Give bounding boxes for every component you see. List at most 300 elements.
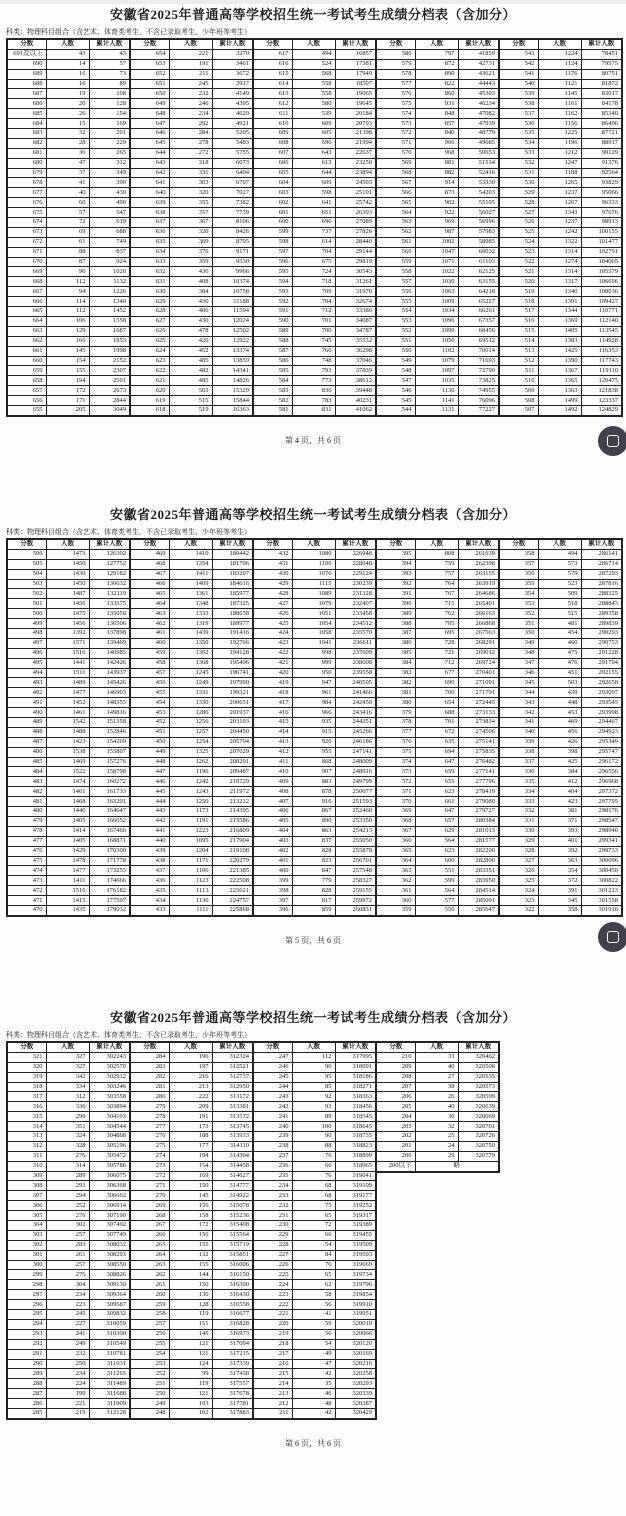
cell: 476: [538, 658, 581, 668]
cell: 611: [253, 109, 292, 119]
cell: 346: [499, 668, 538, 678]
cell: 48779: [458, 129, 499, 139]
cell: 256: [130, 1329, 169, 1339]
cell: 571: [376, 138, 415, 148]
cell: 149816: [89, 708, 130, 718]
cell: 1212: [538, 148, 581, 158]
cell: 415: [253, 718, 292, 728]
cell: 1998: [89, 346, 130, 356]
cell: 320169: [335, 1349, 376, 1359]
col-header: 人数: [292, 539, 335, 549]
cell: 285091: [458, 896, 499, 906]
cell: 21994: [335, 138, 376, 148]
cell: 311688: [89, 1389, 130, 1399]
cell: 501: [7, 599, 46, 609]
cell: 225868: [212, 905, 253, 915]
cell: 255050: [335, 836, 376, 846]
cell: 76: [292, 1260, 335, 1270]
cell: 313745: [212, 1122, 253, 1132]
app-logo-icon: [607, 435, 619, 447]
cell: 281: [130, 1082, 169, 1092]
cell: 216: [253, 1359, 292, 1369]
cell: 316558: [212, 1300, 253, 1310]
cell: 307190: [89, 1211, 130, 1221]
page-subtitle: 科类：物理科目组合（含艺术、体育类考生，不含已录取考生、少年班等考生）: [6, 1031, 251, 1039]
cell: 417: [253, 698, 292, 708]
cell: 533: [499, 148, 538, 158]
cell: 28: [46, 138, 89, 148]
cell: 691及以上: [7, 49, 46, 59]
floating-app-badge[interactable]: [598, 922, 626, 952]
cell: 303246: [89, 1082, 130, 1092]
cell: 252: [130, 1369, 169, 1379]
cell: 677: [415, 668, 458, 678]
cell: 539: [499, 89, 538, 99]
floating-app-badge[interactable]: [598, 426, 626, 456]
cell: 259155: [335, 886, 376, 896]
cell: 525: [499, 227, 538, 237]
cell: 225: [253, 1270, 292, 1280]
cell: 85: [292, 1082, 335, 1092]
cell: 1247: [538, 158, 581, 168]
cell: 319317: [335, 1211, 376, 1221]
cell: 1461: [46, 787, 89, 797]
cell: 402: [253, 846, 292, 856]
cell: 213: [169, 1082, 212, 1092]
cell: 867: [292, 807, 335, 817]
cell: 2152: [89, 356, 130, 366]
cell: 404: [538, 787, 581, 797]
cell: 168871: [89, 836, 130, 846]
cell: 56996: [458, 218, 499, 228]
cell: 479: [7, 816, 46, 826]
cell: 217904: [212, 836, 253, 846]
cell: 72: [46, 218, 89, 228]
cell: 250677: [335, 787, 376, 797]
cell: 690: [7, 59, 46, 69]
cell: 542: [499, 59, 538, 69]
cell: 748: [292, 356, 335, 366]
cell: 404: [253, 826, 292, 836]
cell: 54: [292, 1240, 335, 1250]
cell: 1145: [538, 89, 581, 99]
cell: 349: [89, 168, 130, 178]
cell: 292155: [581, 668, 622, 678]
cell: 238: [253, 1141, 292, 1151]
cell: 27826: [335, 227, 376, 237]
col-header: 分数: [376, 1042, 415, 1052]
cell: 167466: [89, 826, 130, 836]
cell: 73: [89, 69, 130, 79]
cell: 241: [253, 1112, 292, 1122]
cell: 307492: [89, 1221, 130, 1231]
cell: 83017: [581, 89, 622, 99]
cell: 817: [292, 896, 335, 906]
cell: 586: [253, 356, 292, 366]
cell: 620: [130, 386, 169, 396]
cell: 318: [169, 158, 212, 168]
cell: 227: [46, 1319, 89, 1329]
cell: 439: [538, 688, 581, 698]
cell: 484: [7, 767, 46, 777]
cell: 264: [130, 1250, 169, 1260]
cell: 435: [130, 886, 169, 896]
cell: 16857: [335, 49, 376, 59]
cell: 319854: [335, 1290, 376, 1300]
cell: 678: [7, 178, 46, 188]
cell: 273133: [458, 708, 499, 718]
cell: 42: [292, 1408, 335, 1418]
cell: 334: [46, 1082, 89, 1092]
page-title: 安徽省2025年普通高等学校招生统一考试考生成绩分档表（含加分）: [109, 7, 516, 22]
col-header: 人数: [169, 1042, 212, 1052]
cell: 254: [130, 1349, 169, 1359]
cell: 105379: [581, 267, 622, 277]
cell: 451: [538, 668, 581, 678]
cell: 267563: [458, 629, 499, 639]
cell: 191416: [212, 629, 253, 639]
cell: 229124: [335, 569, 376, 579]
cell: 662: [7, 336, 46, 346]
cell: 87: [46, 257, 89, 267]
cell: 1361: [169, 589, 212, 599]
cell: 647: [415, 807, 458, 817]
cell: 705: [415, 619, 458, 629]
cell: 306075: [89, 1171, 130, 1181]
cell: 277796: [458, 777, 499, 787]
cell: 319177: [335, 1191, 376, 1201]
cell: 320701: [458, 1122, 499, 1132]
cell: 397: [253, 896, 292, 906]
cell: 521: [499, 267, 538, 277]
cell: 483: [7, 777, 46, 787]
cell: 534: [499, 138, 538, 148]
cell: 380: [376, 698, 415, 708]
cell: 324: [46, 1132, 89, 1142]
cell: 223621: [212, 886, 253, 896]
col-header: 累计人数: [335, 1042, 376, 1052]
cell: 155807: [89, 747, 130, 757]
cell: 136506: [89, 619, 130, 629]
cell: 1188: [538, 168, 581, 178]
cell: 454: [130, 698, 169, 708]
cell: 494: [292, 49, 335, 59]
cell: 559: [376, 257, 415, 267]
cell: 1249: [169, 678, 212, 688]
cell: 97676: [581, 208, 622, 218]
cell: 319: [7, 1072, 46, 1082]
cell: 2501: [89, 376, 130, 386]
cell: 1333: [169, 609, 212, 619]
cell: 488: [7, 727, 46, 737]
cell: 359: [169, 257, 212, 267]
cell: 318: [7, 1082, 46, 1092]
cell: 315719: [212, 1240, 253, 1250]
cell: 1262: [169, 757, 212, 767]
cell: 490: [89, 198, 130, 208]
cell: 515: [538, 609, 581, 619]
cell: 146903: [89, 688, 130, 698]
cell: 1492: [538, 405, 581, 415]
cell: 333: [499, 797, 538, 807]
cell: 1314: [538, 267, 581, 277]
cell: 667: [7, 287, 46, 297]
cell: 299733: [581, 846, 622, 856]
cell: 998: [292, 648, 335, 658]
cell: 661: [415, 797, 458, 807]
cell: 425: [538, 757, 581, 767]
cell: 248009: [335, 757, 376, 767]
cell: 593: [253, 287, 292, 297]
cell: 522: [499, 257, 538, 267]
cell: 872: [415, 59, 458, 69]
cell: 224: [46, 1379, 89, 1389]
cell: 906: [415, 138, 458, 148]
cell: 40: [415, 1102, 458, 1112]
cell: 313572: [212, 1112, 253, 1122]
cell: 577: [415, 896, 458, 906]
cell: 381: [538, 807, 581, 817]
cell: 1058: [292, 629, 335, 639]
cell: 228048: [335, 559, 376, 569]
cell: 32674: [335, 297, 376, 307]
cell: 320535: [458, 1072, 499, 1082]
cell: 23894: [335, 168, 376, 178]
cell: 91376: [581, 158, 622, 168]
cell: 359: [376, 905, 415, 915]
cell: 3672: [212, 69, 253, 79]
cell: 319669: [335, 1260, 376, 1270]
cell: 366: [376, 836, 415, 846]
cell: 392: [538, 846, 581, 856]
cell: 1162: [538, 109, 581, 119]
cell: 70614: [458, 346, 499, 356]
col-header: 累计人数: [335, 539, 376, 549]
cell: 33: [415, 1052, 458, 1062]
cell: 258327: [335, 876, 376, 886]
cell: 847: [292, 866, 335, 876]
cell: 11188: [212, 297, 253, 307]
cell: 316300: [212, 1280, 253, 1290]
cell: 640: [130, 188, 169, 198]
cell: 966: [292, 708, 335, 718]
cell: 319796: [335, 1280, 376, 1290]
cell: 29: [415, 1151, 458, 1161]
cell: 303894: [89, 1102, 130, 1112]
cell: 250: [46, 1359, 89, 1369]
cell: 92: [292, 1092, 335, 1102]
score-table: [6, 38, 623, 417]
cell: 245: [46, 1310, 89, 1320]
cell: 1176: [538, 69, 581, 79]
cell: 655: [415, 777, 458, 787]
cell: 318091: [335, 1062, 376, 1072]
cell: 670: [7, 257, 46, 267]
cell: 65227: [458, 297, 499, 307]
cell: 56027: [458, 208, 499, 218]
cell: 209: [169, 1102, 212, 1112]
cell: 283351: [458, 866, 499, 876]
cell: 123337: [581, 396, 622, 406]
cell: 42731: [458, 59, 499, 69]
cell: 1257: [169, 727, 212, 737]
cell: 536: [499, 119, 538, 129]
cell: 3917: [212, 79, 253, 89]
cell: 555: [376, 297, 415, 307]
col-header: 分数: [253, 1042, 292, 1052]
col-header: 累计人数: [212, 539, 253, 549]
cell: 612: [253, 99, 292, 109]
cell: 326: [499, 866, 538, 876]
cell: 277: [130, 1122, 169, 1132]
cell: 836: [292, 386, 335, 396]
cell: 320293: [335, 1379, 376, 1389]
cell: 482: [7, 787, 46, 797]
cell: 399: [253, 876, 292, 886]
cell: 277141: [458, 767, 499, 777]
cell: 857: [415, 119, 458, 129]
cell: 331: [499, 816, 538, 826]
cell: 155: [169, 1260, 212, 1270]
cell: 23250: [335, 158, 376, 168]
cell: 661: [7, 346, 46, 356]
cell: 299: [46, 1112, 89, 1122]
page-footer: 第 4 页，共 6 页: [285, 435, 341, 445]
col-header: 分数: [376, 39, 415, 49]
cell: 390: [89, 178, 130, 188]
cell: 308826: [89, 1270, 130, 1280]
cell: 320726: [458, 1132, 499, 1142]
cell: 155: [169, 1240, 212, 1250]
cell: 1392: [46, 629, 89, 639]
cell: 1452: [89, 307, 130, 317]
cell: 955: [292, 747, 335, 757]
cell: 195496: [212, 658, 253, 668]
cell: 519: [499, 287, 538, 297]
cell: 287816: [581, 579, 622, 589]
cell: 314458: [212, 1161, 253, 1171]
col-header: 分数: [376, 539, 415, 549]
cell: 430: [169, 316, 212, 326]
cell: 718: [292, 277, 335, 287]
cell: 201937: [212, 708, 253, 718]
cell: 638: [130, 208, 169, 218]
cell: 485: [169, 356, 212, 366]
cell: 357: [169, 208, 212, 218]
cell: 1113: [169, 886, 212, 896]
cell: 351: [499, 619, 538, 629]
cell: 712: [292, 307, 335, 317]
cell: 473: [7, 876, 46, 886]
cell: 279080: [458, 797, 499, 807]
cell: 298940: [581, 826, 622, 836]
cell: 764: [415, 579, 458, 589]
cell: 653: [130, 59, 169, 69]
cell: 276: [46, 1211, 89, 1221]
cell: 328: [46, 1141, 89, 1151]
cell: 320010: [335, 1319, 376, 1329]
cell: 8106: [212, 218, 253, 228]
cell: 54203: [458, 188, 499, 198]
col-header: 累计人数: [89, 1042, 130, 1052]
cell: 10758: [212, 287, 253, 297]
cell: 1196: [169, 767, 212, 777]
cell: 112: [292, 1052, 335, 1062]
cell: 659: [7, 366, 46, 376]
cell: 31261: [335, 277, 376, 287]
cell: 196741: [212, 668, 253, 678]
cell: 508: [499, 396, 538, 406]
cell: 1099: [415, 326, 458, 336]
cell: 436: [130, 876, 169, 886]
cell: 429: [253, 579, 292, 589]
cell: 14: [46, 59, 89, 69]
cell: 372: [376, 777, 415, 787]
cell: 25: [415, 1132, 458, 1142]
cell: 230: [253, 1221, 292, 1231]
cell: 629: [415, 826, 458, 836]
cell: 314627: [212, 1171, 253, 1181]
cell: 564: [376, 208, 415, 218]
cell: 222: [169, 1092, 212, 1102]
cell: 314: [7, 1122, 46, 1132]
cell: 598: [253, 237, 292, 247]
cell: 15329: [212, 386, 253, 396]
cell: 301558: [581, 896, 622, 906]
cell: 274: [130, 1151, 169, 1161]
cell: 173: [169, 1122, 212, 1132]
cell: 652: [130, 69, 169, 79]
cell: 1106: [169, 866, 212, 876]
cell: 316: [7, 1102, 46, 1112]
cell: 187325: [212, 599, 253, 609]
cell: 354: [499, 589, 538, 599]
cell: 450: [130, 737, 169, 747]
cell: 76: [292, 1171, 335, 1181]
cell: 64218: [458, 287, 499, 297]
cell: 302243: [89, 1052, 130, 1062]
cell: 420: [253, 668, 292, 678]
col-header: 人数: [415, 1042, 458, 1052]
cell: 318735: [335, 1132, 376, 1142]
cell: 296172: [581, 757, 622, 767]
cell: 701: [292, 316, 335, 326]
cell: 270401: [458, 668, 499, 678]
cell: 433: [130, 905, 169, 915]
cell: 242450: [335, 698, 376, 708]
col-header: 分数: [499, 539, 538, 549]
cell: 179032: [89, 905, 130, 915]
cell: 294923: [581, 727, 622, 737]
cell: 1079: [415, 356, 458, 366]
cell: 1204: [169, 846, 212, 856]
cell: 673: [7, 227, 46, 237]
cell: 520: [499, 277, 538, 287]
cell: 略: [415, 1161, 499, 1171]
cell: 234: [46, 1290, 89, 1300]
cell: 552: [376, 326, 415, 336]
cell: 920: [292, 737, 335, 747]
cell: 106: [46, 316, 89, 326]
cell: 283: [130, 1062, 169, 1072]
cell: 155: [46, 366, 89, 376]
cell: 276: [46, 1151, 89, 1161]
cell: 1034: [415, 307, 458, 317]
cell: 1111: [169, 905, 212, 915]
cell: 419: [253, 678, 292, 688]
cell: 493: [7, 678, 46, 688]
cell: 868: [292, 757, 335, 767]
